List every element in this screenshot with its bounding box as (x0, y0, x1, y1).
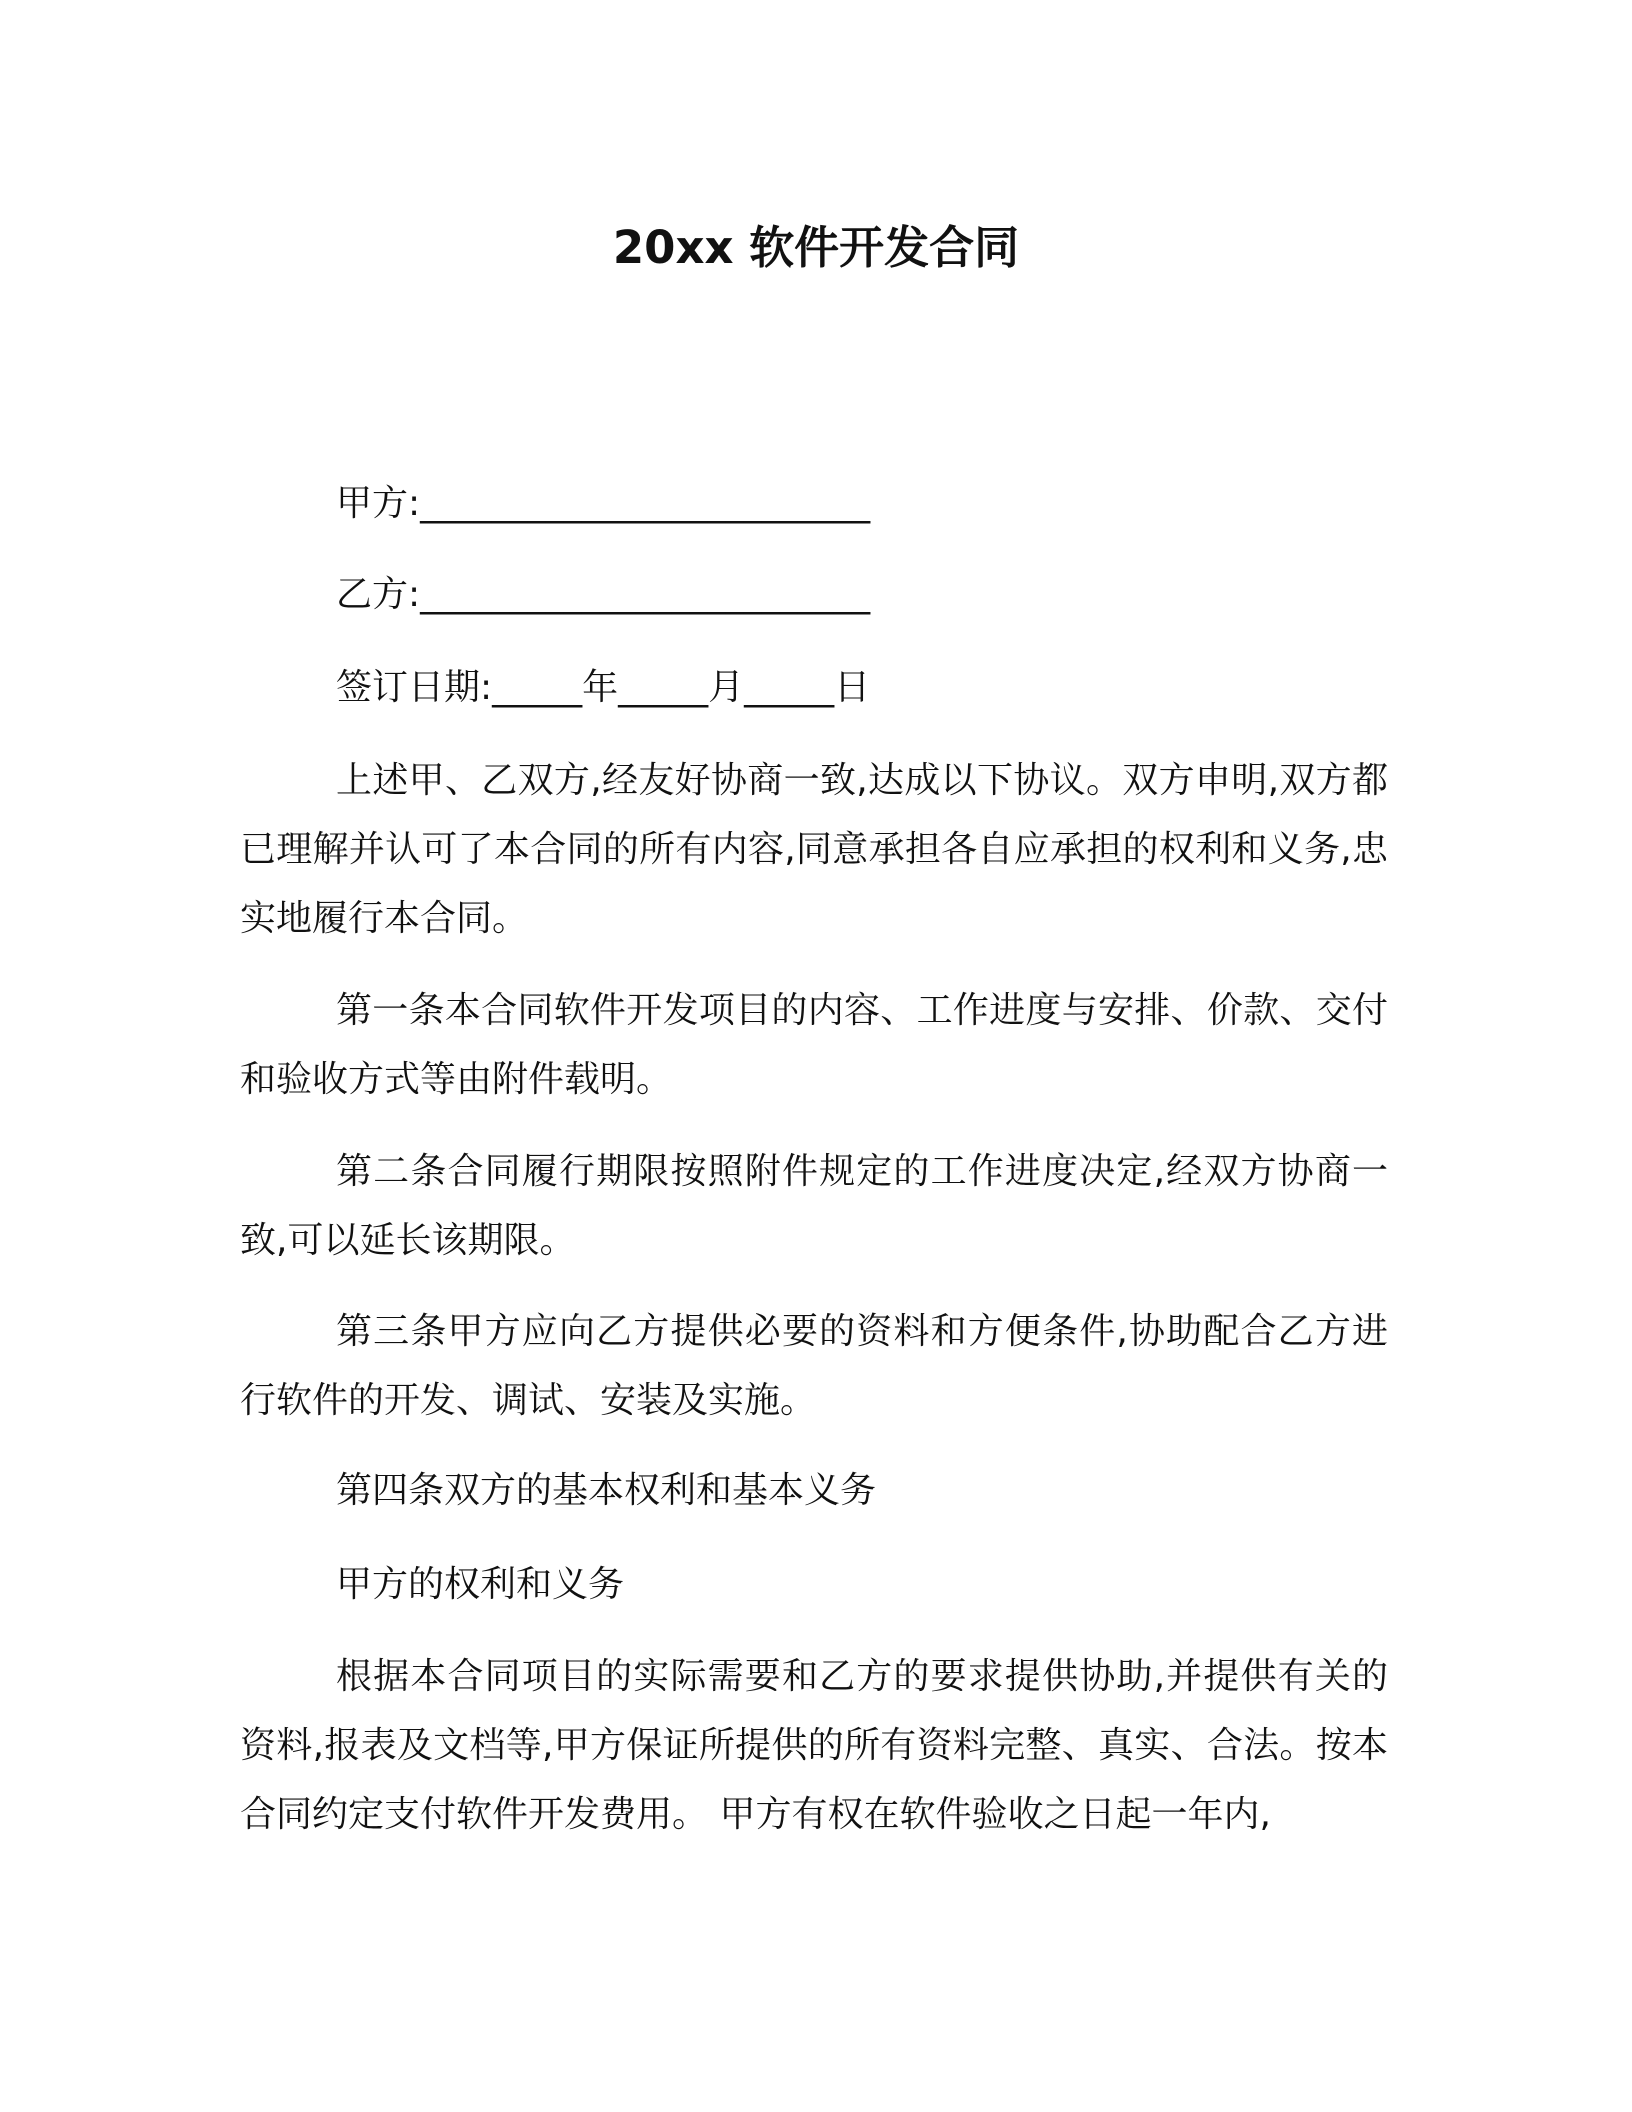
document-title: 20xx 软件开发合同 (612, 221, 1020, 274)
party-a-rights-heading: 甲方的权利和义务 (336, 1564, 625, 1605)
preamble-paragraph: 上述甲、乙双方,经友好协商一致,达成以下协议。双方申明,双方都已理解并认可了本合同的所有内容,同意承担各自应承担的权利和义务,忠实地履行本合同。 (240, 760, 1388, 939)
article-3-paragraph: 第三条甲方应向乙方提供必要的资料和方便条件,协助配合乙方进行软件的开发、调试、安装及实施。 (240, 1311, 1388, 1421)
article-4-heading: 第四条双方的基本权利和基本义务 (336, 1470, 877, 1511)
party-a-field: 甲方:_________________________ (336, 483, 871, 524)
party-a-rights-paragraph: 根据本合同项目的实际需要和乙方的要求提供协助,并提供有关的资料,报表及文档等,甲方保证所提供的所有资料完整、真实、合法。按本合同约定支付软件开发费用。 甲方有权在软件验收之日起一年内, (240, 1656, 1388, 1835)
sign-date-field: 签订日期:_____年_____月_____日 (336, 667, 871, 708)
article-2-paragraph: 第二条合同履行期限按照附件规定的工作进度决定,经双方协商一致,可以延长该期限。 (240, 1151, 1388, 1261)
party-b-field: 乙方:_________________________ (336, 574, 871, 615)
article-1-paragraph: 第一条本合同软件开发项目的内容、工作进度与安排、价款、交付和验收方式等由附件载明。 (240, 990, 1388, 1100)
